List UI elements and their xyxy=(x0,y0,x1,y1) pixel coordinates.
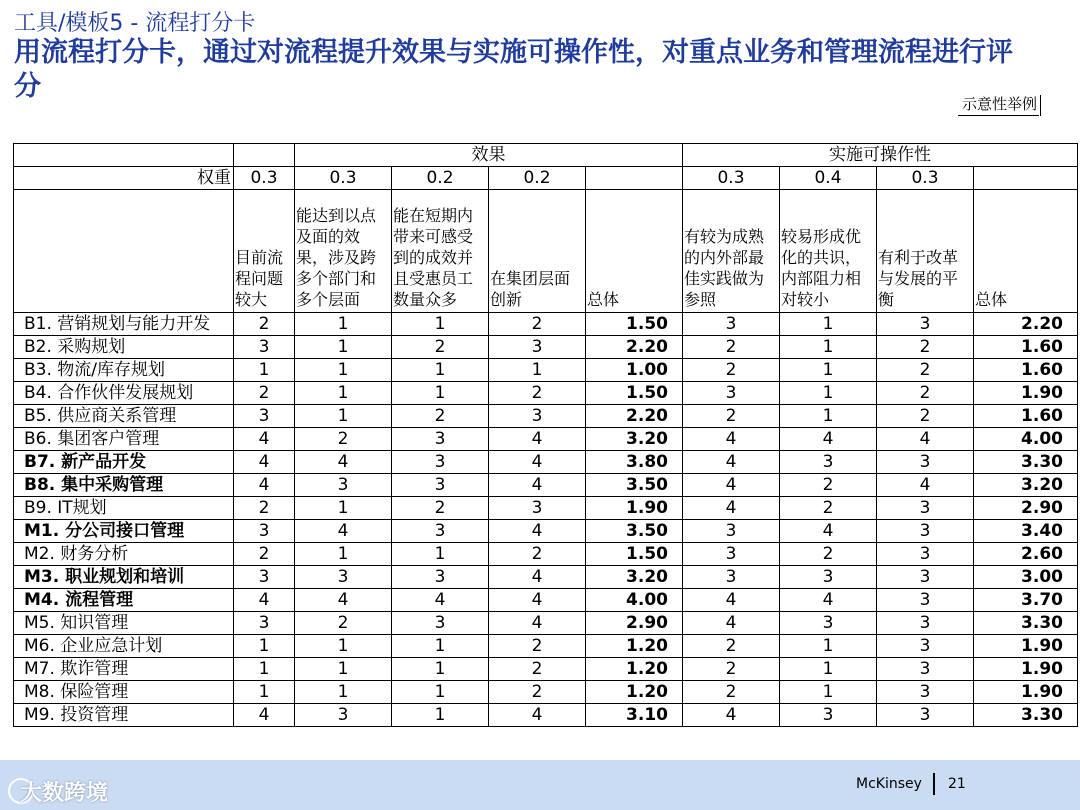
watermark-text: 大数跨境 xyxy=(20,781,109,806)
score-cell: 2 xyxy=(489,543,586,566)
total-score-cell: 1.50 xyxy=(586,313,683,336)
score-cell: 3 xyxy=(877,589,974,612)
score-cell: 4 xyxy=(295,589,392,612)
group-feasibility-header: 实施可操作性 xyxy=(683,144,1078,167)
score-cell: 3 xyxy=(877,704,974,727)
score-cell: 3 xyxy=(877,451,974,474)
score-cell: 2 xyxy=(295,428,392,451)
score-cell: 1 xyxy=(295,543,392,566)
illustrative-stamp: 示意性举例 xyxy=(958,93,1039,116)
score-cell: 3 xyxy=(683,543,780,566)
score-cell: 1 xyxy=(780,635,877,658)
score-cell: 1 xyxy=(392,313,489,336)
criterion-header: 目前流程问题较大 xyxy=(234,190,295,313)
total-score-cell: 3.30 xyxy=(974,704,1078,727)
score-cell: 3 xyxy=(683,382,780,405)
score-cell: 1 xyxy=(295,405,392,428)
score-cell: 3 xyxy=(780,566,877,589)
weight-row xyxy=(14,167,1078,190)
score-cell: 3 xyxy=(683,520,780,543)
score-cell: 1 xyxy=(392,704,489,727)
score-cell: 1 xyxy=(780,313,877,336)
score-cell: 2 xyxy=(683,336,780,359)
process-label: B7. 新产品开发 xyxy=(14,451,234,474)
score-cell: 2 xyxy=(877,336,974,359)
weight-cell: 0.3 xyxy=(234,167,295,190)
score-cell: 4 xyxy=(489,566,586,589)
total-score-cell: 1.90 xyxy=(974,382,1078,405)
table-row xyxy=(14,474,1078,497)
score-cell: 1 xyxy=(780,336,877,359)
table-row xyxy=(14,704,1078,727)
score-cell: 4 xyxy=(780,589,877,612)
weight-cell: 0.4 xyxy=(780,167,877,190)
score-cell: 3 xyxy=(295,474,392,497)
table-row xyxy=(14,313,1078,336)
score-cell: 1 xyxy=(780,658,877,681)
total-score-cell: 2.90 xyxy=(586,612,683,635)
score-cell: 4 xyxy=(683,451,780,474)
process-label: B6. 集团客户管理 xyxy=(14,428,234,451)
table-row xyxy=(14,589,1078,612)
score-cell: 4 xyxy=(489,428,586,451)
score-cell: 3 xyxy=(295,704,392,727)
total-score-cell: 1.90 xyxy=(586,497,683,520)
score-cell: 3 xyxy=(877,635,974,658)
score-cell: 4 xyxy=(683,428,780,451)
score-cell: 4 xyxy=(780,520,877,543)
brand-name: McKinsey xyxy=(856,776,922,792)
total-score-cell: 2.20 xyxy=(586,336,683,359)
total-score-cell: 3.80 xyxy=(586,451,683,474)
total-score-cell: 1.50 xyxy=(586,543,683,566)
score-cell: 3 xyxy=(392,474,489,497)
score-cell: 2 xyxy=(683,635,780,658)
score-cell: 4 xyxy=(489,612,586,635)
scorecard-body xyxy=(14,144,1078,727)
total-score-cell: 2.90 xyxy=(974,497,1078,520)
process-label: M6. 企业应急计划 xyxy=(14,635,234,658)
score-cell: 1 xyxy=(780,405,877,428)
score-cell: 3 xyxy=(877,543,974,566)
score-cell: 3 xyxy=(234,612,295,635)
criterion-header: 总体 xyxy=(586,190,683,313)
score-cell: 2 xyxy=(877,382,974,405)
score-cell: 2 xyxy=(234,543,295,566)
total-score-cell: 3.00 xyxy=(974,566,1078,589)
score-cell: 1 xyxy=(392,658,489,681)
score-cell: 3 xyxy=(489,497,586,520)
total-score-cell: 1.60 xyxy=(974,336,1078,359)
score-cell: 3 xyxy=(392,520,489,543)
score-cell: 1 xyxy=(295,658,392,681)
page-subtitle: 工具/模板5 - 流程打分卡 xyxy=(14,11,256,36)
score-cell: 2 xyxy=(780,543,877,566)
group-header-row xyxy=(14,144,1078,167)
score-cell: 1 xyxy=(234,359,295,382)
score-cell: 4 xyxy=(234,589,295,612)
weight-cell: 0.3 xyxy=(683,167,780,190)
total-score-cell: 3.50 xyxy=(586,520,683,543)
score-cell: 3 xyxy=(780,704,877,727)
footer-separator xyxy=(933,773,935,795)
total-score-cell: 3.40 xyxy=(974,520,1078,543)
total-score-cell: 1.20 xyxy=(586,681,683,704)
total-score-cell: 1.20 xyxy=(586,658,683,681)
score-cell: 3 xyxy=(877,612,974,635)
score-cell: 1 xyxy=(392,359,489,382)
total-score-cell: 1.00 xyxy=(586,359,683,382)
score-cell: 4 xyxy=(489,589,586,612)
criterion-header: 总体 xyxy=(974,190,1078,313)
score-cell: 2 xyxy=(392,497,489,520)
page-number: 21 xyxy=(948,776,966,792)
score-cell: 4 xyxy=(877,474,974,497)
total-score-cell: 3.50 xyxy=(586,474,683,497)
score-cell: 3 xyxy=(877,681,974,704)
score-cell: 4 xyxy=(295,520,392,543)
score-cell: 2 xyxy=(392,405,489,428)
score-cell: 2 xyxy=(234,313,295,336)
score-cell: 3 xyxy=(683,313,780,336)
score-cell: 1 xyxy=(489,359,586,382)
score-cell: 4 xyxy=(489,704,586,727)
score-cell: 2 xyxy=(780,497,877,520)
table-row xyxy=(14,612,1078,635)
process-label: B1. 营销规划与能力开发 xyxy=(14,313,234,336)
score-cell: 1 xyxy=(295,359,392,382)
table-row xyxy=(14,428,1078,451)
score-cell: 4 xyxy=(683,497,780,520)
total-score-cell: 3.20 xyxy=(586,428,683,451)
score-cell: 3 xyxy=(780,612,877,635)
process-label: B3. 物流/库存规划 xyxy=(14,359,234,382)
score-cell: 1 xyxy=(392,543,489,566)
score-cell: 2 xyxy=(392,336,489,359)
total-score-cell: 1.90 xyxy=(974,681,1078,704)
score-cell: 3 xyxy=(780,451,877,474)
weight-spacer-cell xyxy=(234,144,295,167)
score-cell: 2 xyxy=(780,474,877,497)
page-title: 用流程打分卡，通过对流程提升效果与实施可操作性，对重点业务和管理流程进行评分 xyxy=(14,37,1013,102)
total-score-cell: 3.20 xyxy=(586,566,683,589)
table-row xyxy=(14,543,1078,566)
process-label: M1. 分公司接口管理 xyxy=(14,520,234,543)
score-cell: 4 xyxy=(683,704,780,727)
total-score-cell: 1.50 xyxy=(586,382,683,405)
score-cell: 4 xyxy=(392,589,489,612)
score-cell: 1 xyxy=(295,681,392,704)
score-cell: 1 xyxy=(392,382,489,405)
score-cell: 2 xyxy=(877,405,974,428)
process-label: M2. 财务分析 xyxy=(14,543,234,566)
process-label: M4. 流程管理 xyxy=(14,589,234,612)
score-cell: 1 xyxy=(295,336,392,359)
total-score-cell: 1.20 xyxy=(586,635,683,658)
score-cell: 2 xyxy=(489,313,586,336)
score-cell: 1 xyxy=(234,635,295,658)
process-label: M3. 职业规划和培训 xyxy=(14,566,234,589)
total-score-cell: 3.70 xyxy=(974,589,1078,612)
table-row xyxy=(14,382,1078,405)
weight-cell: 0.3 xyxy=(295,167,392,190)
weight-cell xyxy=(586,167,683,190)
score-cell: 3 xyxy=(877,313,974,336)
process-label: M8. 保险管理 xyxy=(14,681,234,704)
criteria-row xyxy=(14,190,1078,313)
score-cell: 4 xyxy=(489,474,586,497)
score-cell: 2 xyxy=(683,359,780,382)
group-effect-header: 效果 xyxy=(295,144,683,167)
score-cell: 3 xyxy=(392,612,489,635)
score-cell: 3 xyxy=(295,566,392,589)
score-cell: 1 xyxy=(295,313,392,336)
score-cell: 1 xyxy=(780,382,877,405)
weight-cell xyxy=(974,167,1078,190)
score-cell: 3 xyxy=(877,658,974,681)
total-score-cell: 3.20 xyxy=(974,474,1078,497)
process-label: M5. 知识管理 xyxy=(14,612,234,635)
table-row xyxy=(14,451,1078,474)
criteria-corner-cell xyxy=(14,190,234,313)
score-cell: 1 xyxy=(392,635,489,658)
score-cell: 2 xyxy=(234,497,295,520)
score-cell: 3 xyxy=(392,566,489,589)
criterion-header: 较易形成优化的共识，内部阻力相对较小 xyxy=(780,190,877,313)
weight-cell: 0.3 xyxy=(877,167,974,190)
score-cell: 3 xyxy=(489,336,586,359)
process-label: M9. 投资管理 xyxy=(14,704,234,727)
score-cell: 4 xyxy=(489,520,586,543)
score-cell: 1 xyxy=(234,658,295,681)
score-cell: 1 xyxy=(234,681,295,704)
score-cell: 2 xyxy=(489,635,586,658)
score-cell: 3 xyxy=(683,566,780,589)
score-cell: 3 xyxy=(877,566,974,589)
process-label: B2. 采购规划 xyxy=(14,336,234,359)
process-label: B5. 供应商关系管理 xyxy=(14,405,234,428)
total-score-cell: 1.60 xyxy=(974,359,1078,382)
table-row xyxy=(14,635,1078,658)
total-score-cell: 1.90 xyxy=(974,635,1078,658)
score-cell: 1 xyxy=(780,359,877,382)
criterion-header: 有利于改革与发展的平衡 xyxy=(877,190,974,313)
score-cell: 2 xyxy=(877,359,974,382)
table-row xyxy=(14,681,1078,704)
corner-cell xyxy=(14,144,234,167)
weight-cell: 0.2 xyxy=(489,167,586,190)
total-score-cell: 2.60 xyxy=(974,543,1078,566)
process-label: B4. 合作伙伴发展规划 xyxy=(14,382,234,405)
score-cell: 4 xyxy=(234,704,295,727)
score-cell: 1 xyxy=(295,635,392,658)
score-cell: 1 xyxy=(295,497,392,520)
score-cell: 4 xyxy=(295,451,392,474)
criterion-header: 能在短期内带来可感受到的成效并且受惠员工数量众多 xyxy=(392,190,489,313)
score-cell: 3 xyxy=(234,336,295,359)
score-cell: 1 xyxy=(295,382,392,405)
score-cell: 4 xyxy=(877,428,974,451)
score-cell: 3 xyxy=(392,451,489,474)
table-row xyxy=(14,658,1078,681)
score-cell: 1 xyxy=(392,681,489,704)
score-cell: 2 xyxy=(489,382,586,405)
table-row xyxy=(14,497,1078,520)
table-row xyxy=(14,405,1078,428)
table-row xyxy=(14,359,1078,382)
score-cell: 3 xyxy=(392,428,489,451)
total-score-cell: 3.30 xyxy=(974,451,1078,474)
score-cell: 4 xyxy=(234,451,295,474)
total-score-cell: 1.90 xyxy=(974,658,1078,681)
score-cell: 4 xyxy=(683,474,780,497)
score-cell: 3 xyxy=(877,497,974,520)
score-cell: 3 xyxy=(489,405,586,428)
score-cell: 2 xyxy=(683,658,780,681)
score-cell: 4 xyxy=(234,428,295,451)
process-label: B8. 集中采购管理 xyxy=(14,474,234,497)
score-cell: 3 xyxy=(234,520,295,543)
score-cell: 3 xyxy=(234,566,295,589)
criterion-header: 在集团层面创新 xyxy=(489,190,586,313)
score-cell: 4 xyxy=(683,589,780,612)
total-score-cell: 2.20 xyxy=(586,405,683,428)
total-score-cell: 3.30 xyxy=(974,612,1078,635)
score-cell: 4 xyxy=(234,474,295,497)
score-cell: 1 xyxy=(780,681,877,704)
score-cell: 2 xyxy=(489,658,586,681)
total-score-cell: 2.20 xyxy=(974,313,1078,336)
total-score-cell: 4.00 xyxy=(586,589,683,612)
score-cell: 4 xyxy=(489,451,586,474)
score-cell: 4 xyxy=(780,428,877,451)
score-cell: 3 xyxy=(234,405,295,428)
score-cell: 2 xyxy=(295,612,392,635)
score-cell: 2 xyxy=(489,681,586,704)
score-cell: 3 xyxy=(877,520,974,543)
score-cell: 4 xyxy=(683,612,780,635)
total-score-cell: 3.10 xyxy=(586,704,683,727)
total-score-cell: 4.00 xyxy=(974,428,1078,451)
process-label: M7. 欺诈管理 xyxy=(14,658,234,681)
table-row xyxy=(14,336,1078,359)
score-cell: 2 xyxy=(683,681,780,704)
score-cell: 2 xyxy=(683,405,780,428)
score-cell: 2 xyxy=(234,382,295,405)
weight-cell: 0.2 xyxy=(392,167,489,190)
total-score-cell: 1.60 xyxy=(974,405,1078,428)
table-row xyxy=(14,520,1078,543)
criterion-header: 能达到以点及面的效果，涉及跨多个部门和多个层面 xyxy=(295,190,392,313)
table-row xyxy=(14,566,1078,589)
process-label: B9. IT规划 xyxy=(14,497,234,520)
criterion-header: 有较为成熟的内外部最佳实践做为参照 xyxy=(683,190,780,313)
process-scorecard-table xyxy=(13,143,1078,727)
weight-label: 权重 xyxy=(14,167,234,190)
